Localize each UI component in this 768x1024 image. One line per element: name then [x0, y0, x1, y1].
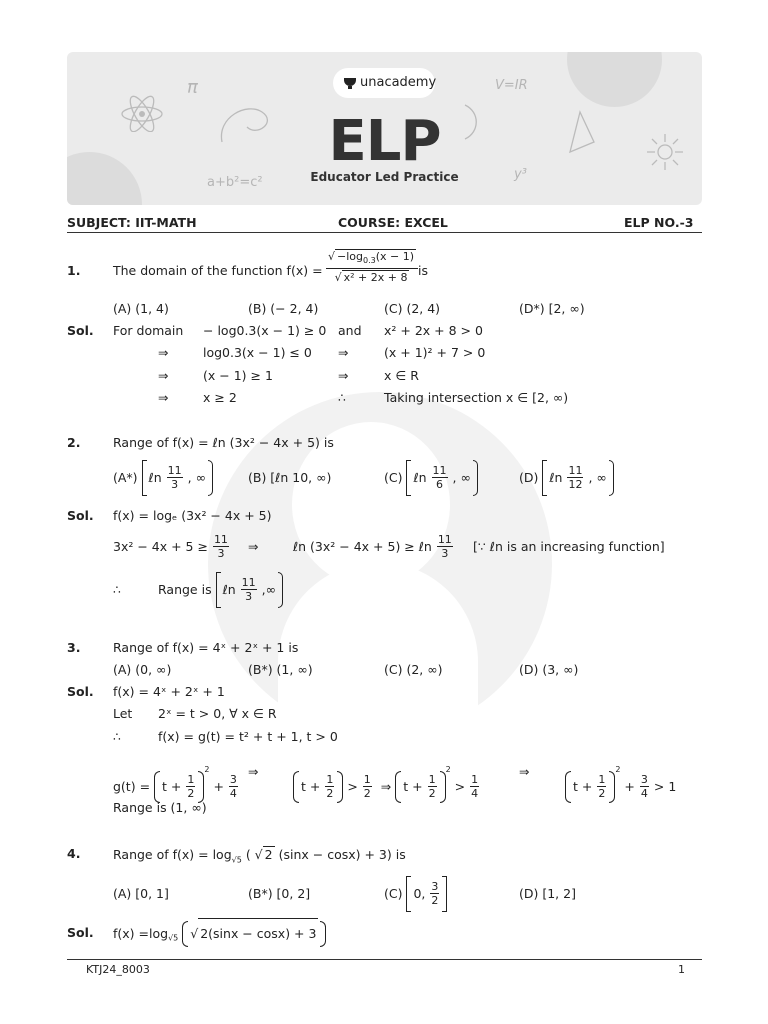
implies-symbol: ⇒ — [519, 764, 530, 779]
solution-step: ∴ — [338, 390, 346, 405]
solution-step: For domain — [113, 323, 184, 338]
implies-symbol: ⇒ — [248, 764, 259, 779]
option-d: (D) (3, ∞) — [519, 662, 579, 677]
option-d: (D) [1, 2] — [519, 886, 576, 901]
solution-step: t + $\frac{1}{2}$ > $\frac{1}{2}$ ⇒ t + $\frac{1}{2}$ $^2$ > $\frac{1}{4}$ — [293, 752, 480, 805]
question-number: 1. — [67, 263, 81, 278]
solution-step: $f(x) =\log_{√5}$ √ 2(sinx − cosx) + 3 — [113, 918, 326, 954]
question-text: Range of $f(x) = \log_{√5}$ ( √ 2 (sinx − cosx) + 3) is — [113, 847, 406, 865]
page-number: 1 — [678, 963, 685, 976]
option-a: (A) (0, ∞) — [113, 662, 172, 677]
option-b: (B*) (1, ∞) — [248, 662, 313, 677]
solution-step: ⇒ — [158, 345, 169, 360]
question-text: The domain of the function f(x) = — [113, 263, 323, 278]
solution-step: log0.3(x − 1) ≤ 0 — [203, 345, 312, 360]
solution-step: f(x) = g(t) = t² + t + 1, t > 0 — [158, 729, 338, 744]
doodle-formula: a+b²=c² — [207, 175, 263, 190]
option-a: (A*) ℓn $\frac{11}{3}$ , ∞ — [113, 459, 213, 496]
solution-step: ⇒ — [158, 368, 169, 383]
solution-step: (x + 1)² + 7 > 0 — [384, 345, 486, 360]
solution-label: Sol. — [67, 684, 94, 699]
solution-step: x² + 2x + 8 > 0 — [384, 323, 483, 338]
solution-step: x ≥ 2 — [203, 390, 237, 405]
option-c: (C) ℓn $\frac{11}{6}$ , ∞ — [384, 459, 478, 496]
solution-result: Range is (1, ∞) — [113, 800, 207, 815]
solution-step: ⇒ — [338, 345, 349, 360]
footer-divider — [67, 959, 702, 960]
solution-step: f(x) = 4ˣ + 2ˣ + 1 — [113, 684, 225, 699]
solution-step: t + $\frac{1}{2}$ $^2$ + $\frac{3}{4}$ > 1 — [565, 752, 676, 805]
question-text: Range of f(x) = ℓn (3x² − 4x + 5) is — [113, 435, 334, 450]
subject-label: SUBJECT: IIT-MATH — [67, 215, 197, 230]
option-d: (D*) [2, ∞) — [519, 301, 585, 316]
option-b: (B) (− 2, 4) — [248, 301, 319, 316]
solution-step: ℓn (3x² − 4x + 5) ≥ ℓn $\frac{11}{3}$ — [293, 533, 452, 560]
solution-step: ⇒ — [158, 390, 169, 405]
page-subtitle: Educator Led Practice — [310, 170, 459, 184]
solution-label: Sol. — [67, 508, 94, 523]
brand-name: unacademy — [360, 75, 437, 90]
solution-step: Let — [113, 706, 133, 721]
question-text-tail: is — [418, 263, 428, 278]
solution-step: and — [338, 323, 362, 338]
course-label: COURSE: EXCEL — [338, 215, 448, 230]
elp-number: ELP NO.-3 — [624, 215, 694, 230]
option-a: (A) [0, 1] — [113, 886, 169, 901]
header-divider — [67, 232, 702, 233]
therefore-symbol: ∴ — [113, 582, 121, 597]
domain-fraction: √ $-\log_{0.3}(x - 1)$ √ x² + 2x + 8 — [326, 249, 418, 285]
page-title: ELP — [328, 109, 441, 174]
solution-step: 3x² − 4x + 5 ≥ $\frac{11}{3}$ — [113, 533, 228, 560]
question-text: Range of f(x) = 4ˣ + 2ˣ + 1 is — [113, 640, 299, 655]
option-c: (C) 0, $\frac{3}{2}$ — [384, 874, 447, 913]
option-b: (B*) [0, 2] — [248, 886, 311, 901]
solution-step: − log0.3(x − 1) ≥ 0 — [203, 323, 327, 338]
unacademy-logo-icon — [344, 78, 356, 86]
option-c: (C) (2, 4) — [384, 301, 441, 316]
document-code: KTJ24_8003 — [86, 963, 150, 976]
question-number: 4. — [67, 846, 81, 861]
solution-note: [∵ ℓn is an increasing function] — [473, 539, 665, 554]
doodle-pi: π — [187, 77, 198, 98]
solution-step: Range is ℓn $\frac{11}{3}$ ,∞ — [158, 571, 283, 608]
solution-step: 2ˣ = t > 0, ∀ x ∈ R — [158, 706, 277, 721]
option-c: (C) (2, ∞) — [384, 662, 443, 677]
solution-label: Sol. — [67, 323, 94, 338]
doodle-ohm: V=IR — [495, 78, 528, 93]
option-a: (A) (1, 4) — [113, 301, 169, 316]
solution-step: ⇒ — [338, 368, 349, 383]
question-number: 2. — [67, 435, 81, 450]
solution-step: Taking intersection x ∈ [2, ∞) — [384, 390, 569, 405]
solution-step: f(x) = logₑ (3x² − 4x + 5) — [113, 508, 272, 523]
solution-step: (x − 1) ≥ 1 — [203, 368, 273, 383]
option-b: (B) [ℓn 10, ∞) — [248, 470, 332, 485]
solution-step: x ∈ R — [384, 368, 419, 383]
solution-label: Sol. — [67, 925, 94, 940]
doodle-y: y³ — [514, 167, 527, 182]
therefore-symbol: ∴ — [113, 729, 121, 744]
implies-symbol: ⇒ — [248, 539, 259, 554]
question-number: 3. — [67, 640, 81, 655]
brand-logo — [333, 68, 435, 98]
solution-step: g(t) = t + $\frac{1}{2}$ $^2$ + $\frac{3}{4}$ — [113, 752, 239, 805]
option-d: (D) ℓn $\frac{11}{12}$ , ∞ — [519, 459, 614, 496]
